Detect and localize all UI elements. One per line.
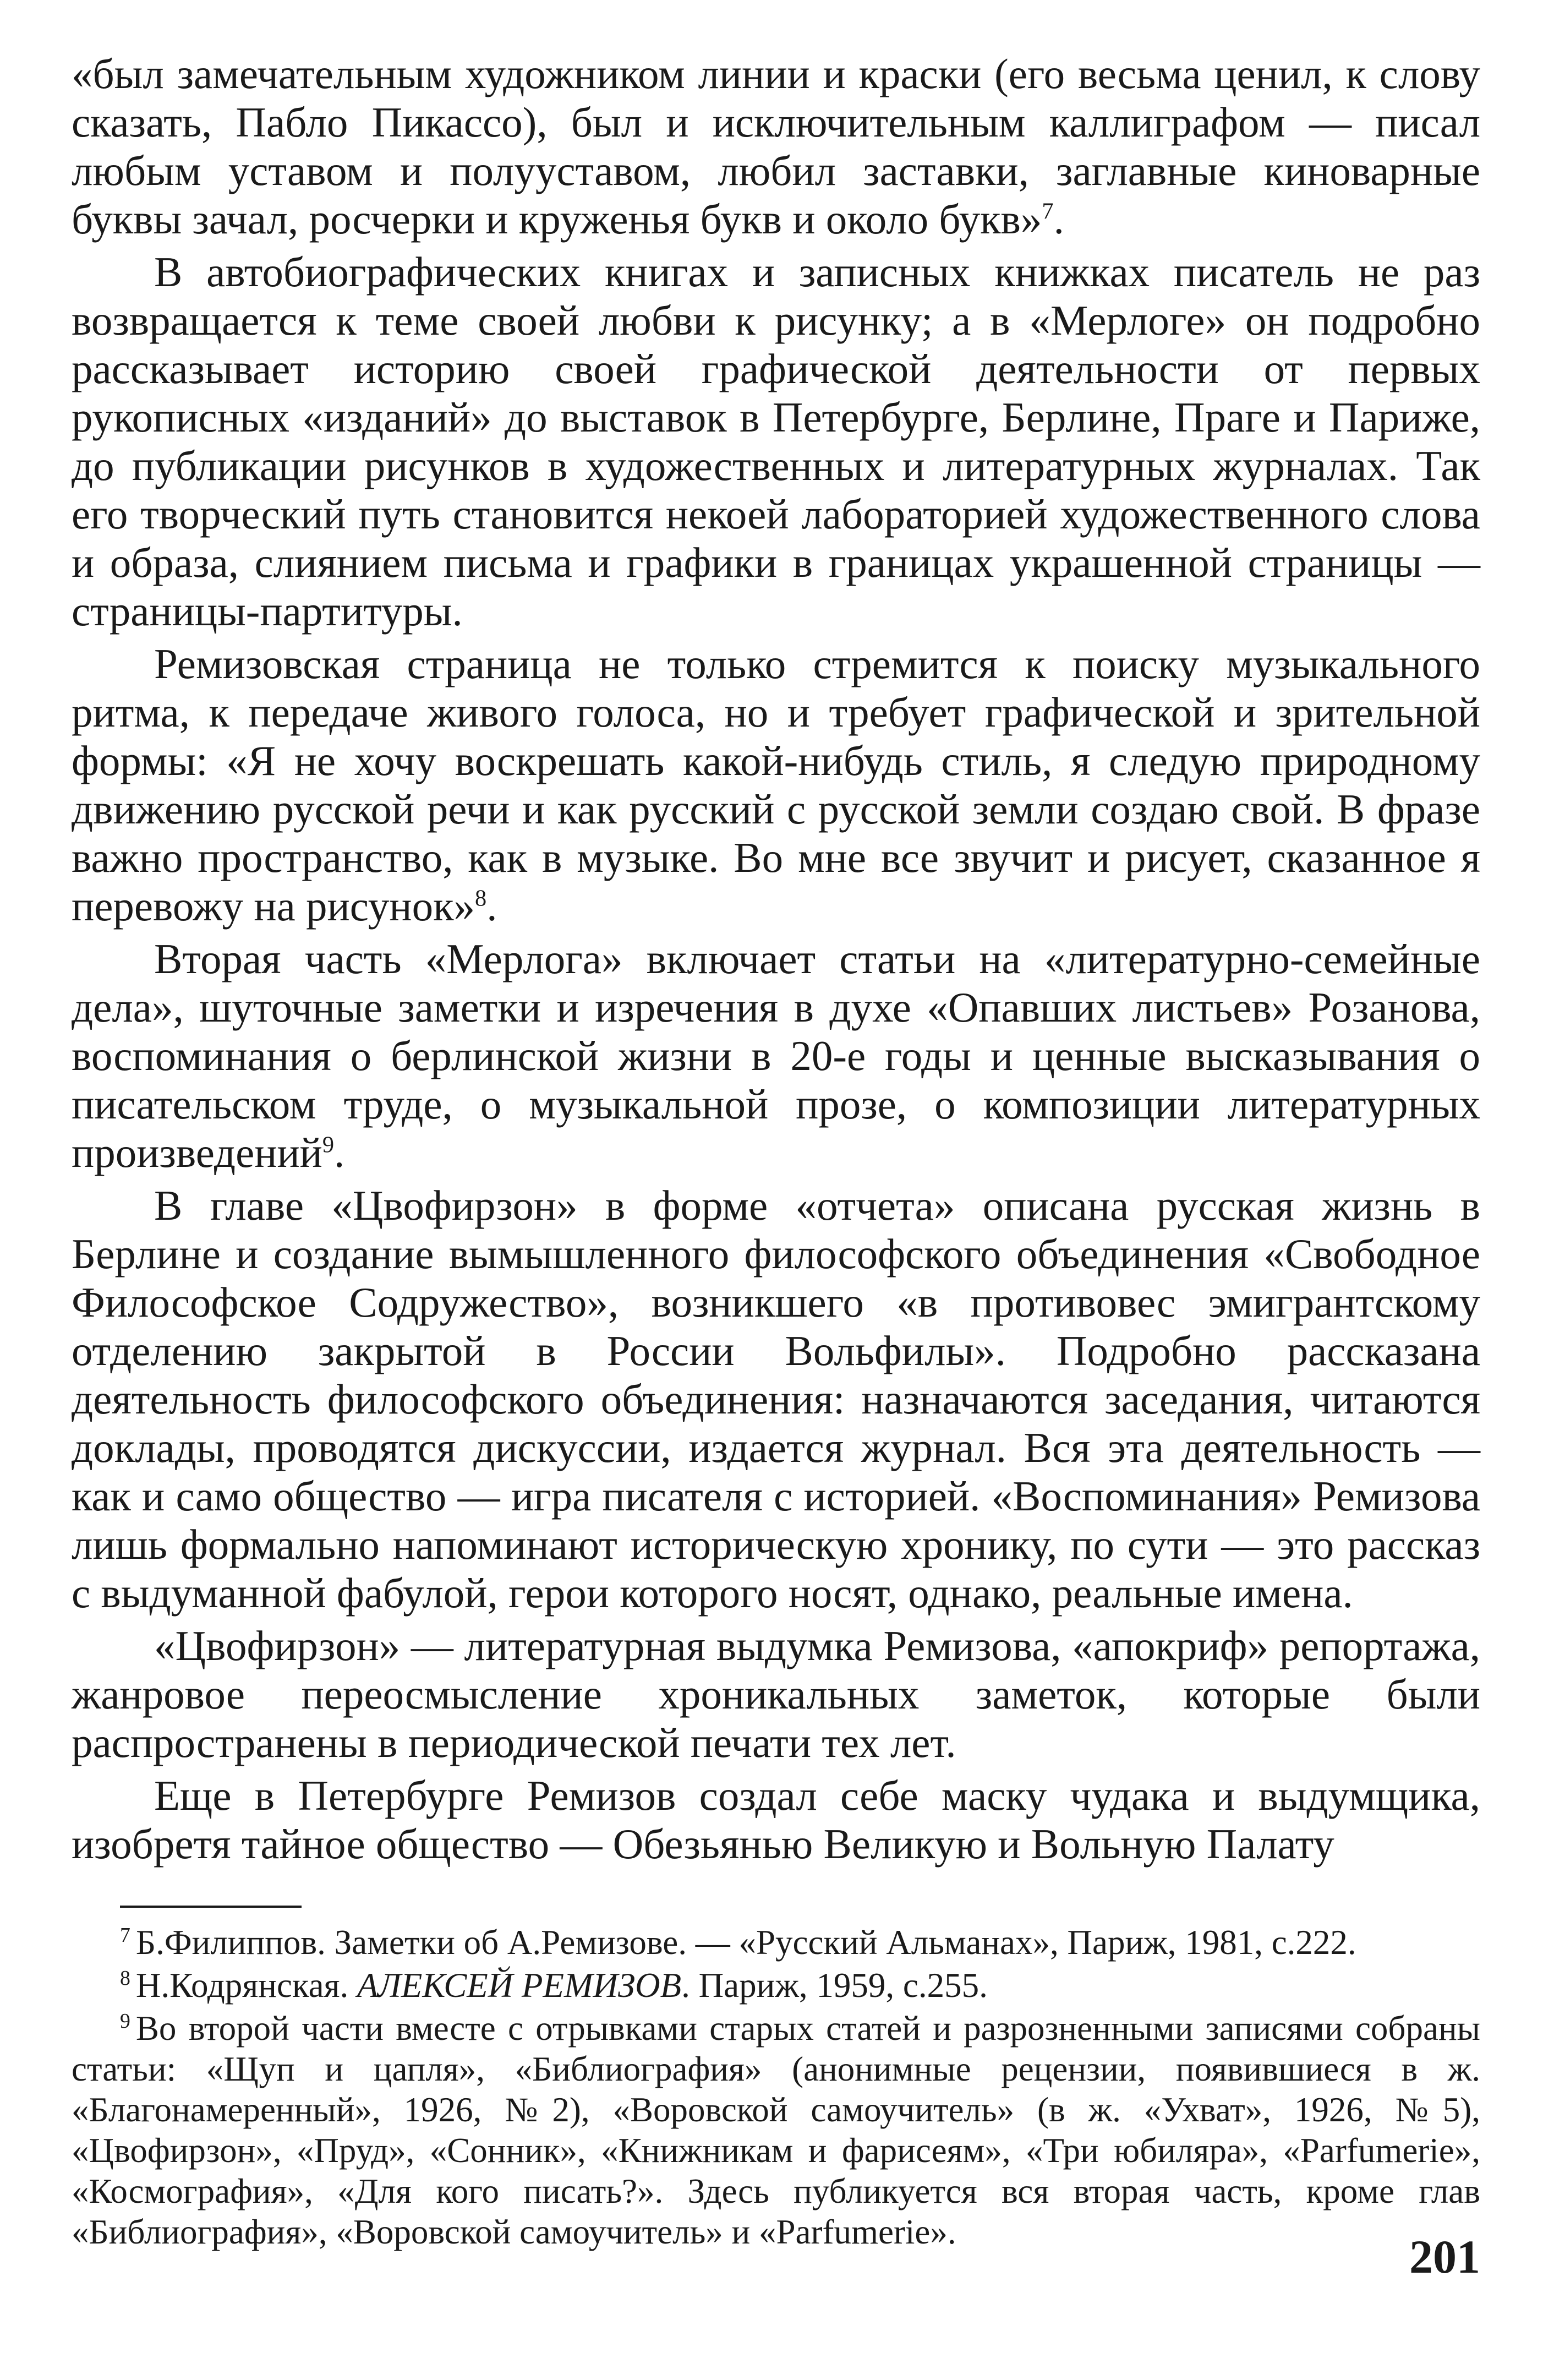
footnote-7-text: Б.Филиппов. Заметки об А.Ремизове. — «Русский Альманах», Париж, 1981, с.222. [135, 1923, 1356, 1962]
paragraph-6 [72, 1622, 1480, 1767]
footnotes [72, 1922, 1480, 2252]
footnote-9-number: 9 [120, 2010, 130, 2033]
paragraph-4 [72, 935, 1480, 1177]
paragraph-2 [72, 248, 1480, 635]
paragraph-5-text: В главе «Цвофирзон» в форме «отчета» описана русская жизнь в Берлине и создание вымышленного философского объединения «Свободное Философское Содружество», возникшего «в противовес эмигрантскому отделению закрытой в России Вольфилы». Подробно рассказана деятельность философского объединения: назначаются заседания, читаются доклады, проводятся дискуссии, издается журнал. Вся эта деятельность — как и само общество — игра писателя с историей. «Воспоминания» Ремизова лишь формально напоминают историческую хронику, по сути — это рассказ с выдуманной фабулой, герои которого носят, однако, реальные имена. [72, 1182, 1480, 1617]
main-text [72, 50, 1480, 1868]
page-number: 201 [1409, 2230, 1480, 2283]
footnote-ref-9: 9 [322, 1132, 335, 1158]
paragraph-1-end: . [1053, 195, 1064, 243]
paragraph-1-text: «был замечательным художником линии и краски (его весьма ценил, к слову сказать, Пабло Пикассо), был и исключительным каллиграфом — писал любым уставом и полууставом, любил заставки, заглавные киноварные буквы зачал, росчерки и круженья букв и около букв» [72, 50, 1480, 243]
paragraph-5 [72, 1181, 1480, 1617]
footnote-8-author: Н.Кодрянская. [135, 1966, 358, 2005]
footnote-ref-8: 8 [475, 885, 487, 911]
paragraph-4-text: Вторая часть «Мерлога» включает статьи на «литературно-семейные дела», шуточные заметки и изречения в духе «Опавших листьев» Розанова, воспоминания о берлинской жизни в 20-е годы и ценные высказывания о писательском труде, о музыкальной прозе, о композиции литературных произведений [72, 935, 1480, 1176]
footnote-ref-7: 7 [1042, 198, 1054, 225]
footnote-9 [72, 2008, 1480, 2252]
footnote-7-number: 7 [120, 1924, 130, 1947]
footnote-8-number: 8 [120, 1967, 130, 1990]
footnote-7 [72, 1922, 1480, 1963]
paragraph-7 [72, 1771, 1480, 1868]
paragraph-3-end: . [486, 882, 497, 930]
footnote-8-details: . Париж, 1959, с.255. [681, 1966, 988, 2005]
paragraph-4-end: . [334, 1129, 345, 1176]
footnote-8-title: АЛЕКСЕЙ РЕМИЗОВ [357, 1966, 682, 2005]
footnote-8 [72, 1965, 1480, 2006]
paragraph-6-text: «Цвофирзон» — литературная выдумка Ремизова, «апокриф» репортажа, жанровое переосмысление хроникальных заметок, которые были распространены в периодической печати тех лет. [72, 1622, 1480, 1766]
book-page [72, 50, 1480, 2252]
paragraph-7-text: Еще в Петербурге Ремизов создал себе маску чудака и выдумщика, изобретя тайное общество — Обезьянью Великую и Вольную Палату [72, 1772, 1480, 1868]
footnote-divider [120, 1906, 302, 1908]
paragraph-3-text: Ремизовская страница не только стремится к поиску музыкального ритма, к передаче живого голоса, но и требует графической и зрительной формы: «Я не хочу воскрешать какой-нибудь стиль, я следую природному движению русской речи и как русский с русской земли создаю свой. В фразе важно пространство, как в музыке. Во мне все звучит и рисует, сказанное я перевожу на рисунок» [72, 640, 1480, 930]
paragraph-1 [72, 50, 1480, 243]
paragraph-2-text: В автобиографических книгах и записных книжках писатель не раз возвращается к теме своей любви к рисунку; а в «Мерлоге» он подробно рассказывает историю своей графической деятельности от первых рукописных «изданий» до выставок в Петербурге, Берлине, Праге и Париже, до публикации рисунков в художественных и литературных журналах. Так его творческий путь становится некоей лабораторией художественного слова и образа, слиянием письма и графики в границах украшенной страницы — страницы-партитуры. [72, 248, 1480, 635]
paragraph-3 [72, 640, 1480, 930]
footnote-9-text: Во второй части вместе с отрывками старых статей и разрозненными записями собраны статьи: «Щуп и цапля», «Библиография» (анонимные рецензии, появившиеся в ж. «Благонамеренный», 1926, №2), «Воровской самоучитель» (в ж. «Ухват», 1926, №5), «Цвофирзон», «Пруд», «Сонник», «Книжникам и фарисеям», «Три юбиляра», «Parfumerie», «Космография», «Для кого писать?». Здесь публикуется вся вторая часть, кроме глав «Библиография», «Воровской самоучитель» и «Parfumerie». [72, 2009, 1480, 2251]
